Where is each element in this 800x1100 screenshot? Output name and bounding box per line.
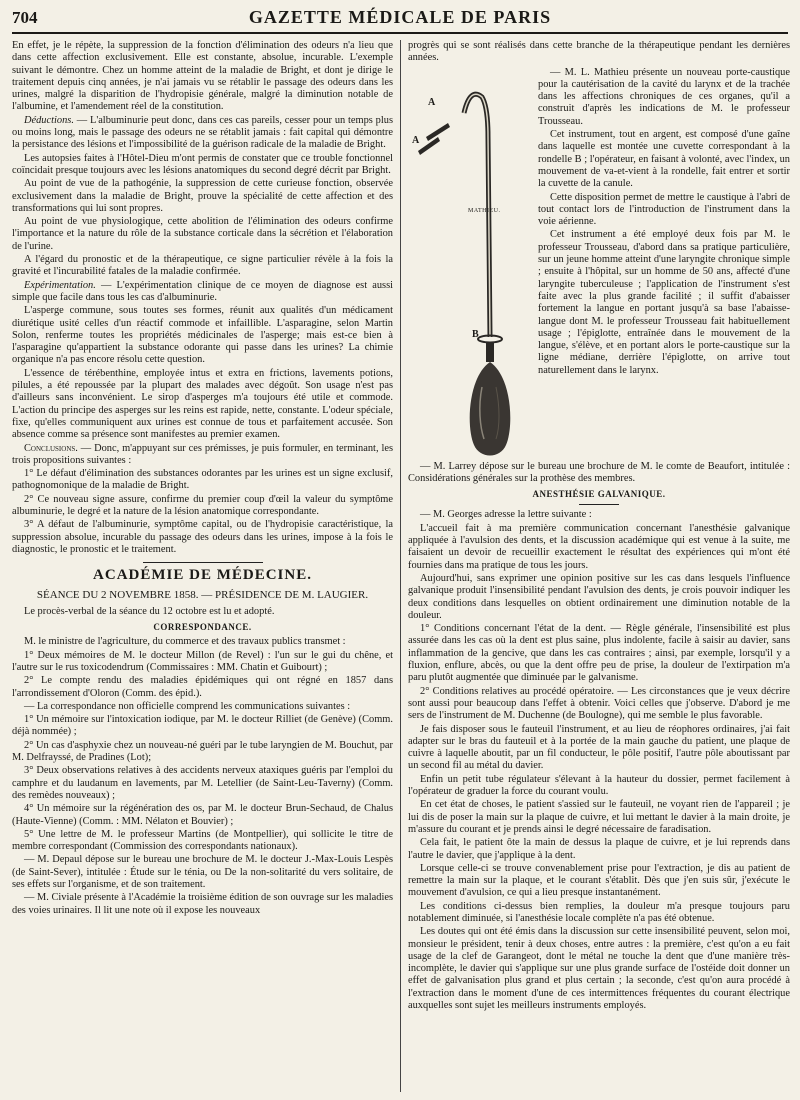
paragraph: 1° Conditions concernant l'état de la dent. — Règle générale, l'insensibilité est plus assurée dans les cas où la dent est plus saine, plus indolente, facile à saisir au davier, sans inflammation de la gencive, que dans les cas contraires ; ainsi, par exemple, lorsqu'il y a fluxion, enflure, abcès, ou que la dent offre peu de prise, la douleur de l'extirpation m'a paru plutôt augmentée que diminuée par le galvanisme. <box>408 623 790 684</box>
paragraph: 5° Une lettre de M. le professeur Martins (de Montpellier), qui sollicite le titre de membre correspondant (Commission des correspondants nationaux). <box>12 828 393 853</box>
paragraph: M. le ministre de l'agriculture, du commerce et des travaux publics transmet : <box>24 636 346 648</box>
paragraph-text: — L'expérimentation clinique de ce moyen de diagnose est aussi simple que facile dans tous les cas d'albuminurie. <box>12 279 393 303</box>
paragraph-deductions <box>12 115 393 152</box>
paragraph: 3° A défaut de l'albuminurie, symptôme capital, ou de l'hydropisie caractéristique, la suppression absolue, incurable du passage des odeurs dans les urines, impose à la fois le diagnostic, le pronostic et le traitement. <box>12 519 393 555</box>
paragraph: — La correspondance non officielle comprend les communications suivantes : <box>24 700 351 712</box>
paragraph: Cette disposition permet de mettre le caustique à l'abri de tout contact lors de l'introduction de l'instrument dans la voie aérienne. <box>538 191 790 228</box>
figure-wrap-text <box>538 67 790 378</box>
section-title: ACADÉMIE DE MÉDECINE. <box>93 567 312 584</box>
paragraph: L'asperge commune, sous toutes ses formes, réunit aux qualités d'un médicament diurétique usité celles d'un réactif commode et infaillible. L'asparagine, selon Martin Solon, renferme toutes les propriétés médicinales de l'asperge; mais est-ce bien à l'asparagine qu'appartient la substance odorante qui passe dans les urines? La chimie organique n'a pas encore résolu cette question. <box>12 305 393 366</box>
paragraph: — M. Georges adresse la lettre suivante : <box>420 509 592 521</box>
paragraph: En cet état de choses, le patient s'assied sur le fauteuil, ne voyant rien de l'appareil ; je lui dis de poser la main sur la plaque de cuivre, et lui mettant le davier à la main droite, je m'assure du courant et je prends ainsi le degré nécessaire de faradisation. <box>408 799 790 835</box>
instrument-figure <box>408 67 790 457</box>
paragraph: Au point de vue physiologique, cette abolition de l'élimination des odeurs confirme l'importance et la nature du rôle de la substance corticale dans la sécrétion et l'élaboration de l'urine. <box>12 216 393 252</box>
paragraph: A l'égard du pronostic et de la thérapeutique, ce signe particulier révèle à la fois la gravité et l'incurabilité fatales de la maladie confirmée. <box>12 254 393 278</box>
figure-caption: MATHIEU. <box>468 207 501 214</box>
short-divider <box>579 504 619 505</box>
paragraph: Au point de vue de la pathogénie, la suppression de cette curieuse fonction, observée exclusivement dans la maladie de Bright, prouve la spécialité de cette affection et des transformations qui lui sont propres. <box>12 178 393 214</box>
run-in-heading: Expérimentation. <box>24 279 96 291</box>
paragraph: — M. L. Mathieu présente un nouveau porte-caustique pour la cautérisation de la cavité du larynx et de la trachée dans les affections chroniques de ces organes, qu'il a construit d'après les indications de M. le professeur Trousseau. <box>538 66 790 127</box>
paragraph: 1° Le défaut d'élimination des substances odorantes par les urines est un signe exclusif, pathognomonique de la maladie de Bright. <box>12 468 393 492</box>
paragraph-experimentation <box>12 280 393 305</box>
paragraph: 3° Deux observations relatives à des accidents nerveux ataxiques guéris par l'emploi du camphre et du laudanum en lavements, par M. Letellier (de Saint-Leu-Taverny) (Comm. des remèdes nouveaux) ; <box>12 765 393 801</box>
paragraph: 2° Conditions relatives au procédé opératoire. — Les circonstances que je veux décrire sont aussi pour beaucoup dans l'effet à obtenir. Voici celles que j'observe. D'abord je me sers de l'instrument de M. Duchenne (de Boulogne), qui me semble le plus favorable. <box>408 685 790 722</box>
paragraph-text: — Donc, m'appuyant sur ces prémisses, je puis formuler, en terminant, les trois propositions suivantes : <box>12 442 393 466</box>
paragraph: Les doutes qui ont été émis dans la discussion sur cette insensibilité peuvent, selon moi, monsieur le président, tenir à deux choses, entre autres : la première, c'est qu'on a eu fait usage de la clef de Garangeot, dont le métal ne touche la dent que d'une manière très-incomplète, le davier qui s'applique sur une plus grande surface de l'ostéide doit donner un effet de galvanisation plus grand et plus certain ; la seconde, c'est qu'on aura procédé à l'extraction dans le moment d'une de ces intermittences fréquentes du courant électrique auxquelles sont sujet les meilleurs instruments employés. <box>408 926 790 1012</box>
subheading: ANESTHÉSIE GALVANIQUE. <box>532 489 666 500</box>
paragraph: progrès qui se sont réalisés dans cette branche de la thérapeutique pendant les dernières années. <box>408 40 790 64</box>
paragraph: Enfin un petit tube régulateur s'élevant à la hauteur du dossier, permet facilement à l'opérateur de graduer la force du courant voulu. <box>408 773 790 798</box>
paragraph-conclusions <box>12 443 393 468</box>
paragraph: Aujourd'hui, sans exprimer une opinion positive sur les cas dans lesquels l'influence galvanique produit l'insensibilité pendant l'avulsion des dents, je crois pouvoir indiquer les deux conditions dans lesquelles on obtient ordinairement une diminution notable de la douleur. <box>408 572 790 621</box>
paragraph: Je fais disposer sous le fauteuil l'instrument, et au lieu de réophores ordinaires, j'ai fait adapter sur le bras du fauteuil et à la portée de la main gauche du patient, une plaque de cuivre à laquelle aboutit, par un fil conducteur, le pôle positif, l'autre pôle aboutissant par un second fil au métal du davier. <box>408 723 790 772</box>
paragraph: 2° Un cas d'asphyxie chez un nouveau-né guéri par le tube laryngien de M. Bouchut, par M. Delfrayssé, de Pradines (Lot); <box>12 739 393 764</box>
paragraph: 2° Ce nouveau signe assure, confirme du premier coup d'œil la valeur du symptôme albuminurie, le degré et la nature de la lésion anatomique correspondante. <box>12 493 393 517</box>
section-divider <box>143 562 263 563</box>
paragraph: Les conditions ci-dessus bien remplies, la douleur m'a presque toujours paru notablement diminuée, si l'anesthésie locale complète n'a pas été obtenue. <box>408 900 790 924</box>
paragraph: 1° Deux mémoires de M. le docteur Millon (de Revel) : l'un sur le gui du chêne, et l'autre sur le rus toxicodendrum (Commissaires : MM. Chatin et Guibourt) ; <box>12 649 393 673</box>
paragraph: Cet instrument a été employé deux fois par M. le professeur Trousseau, d'abord dans sa pratique particulière, sur un jeune homme atteint d'une laryngite chronique simple ; ensuite à l'hôpital, sur un homme de 50 ans, affecté d'une laryngite tuberculeuse ; l'application de l'instrument s'est faite avec la plus grande facilité ; il suffit d'abaisser fortement la langue en portant jusqu'à sa base l'abaisse-langue dont M. le professeur Trousseau fait habituellement usage ; l'épiglotte, entraînée dans le mouvement de la langue, s'élève, et en portant alors le porte-caustique sur la ligne médiane, derrière l'épiglotte, on arrive tout naturellement dans le larynx. <box>538 229 790 376</box>
paragraph: L'essence de térébenthine, employée intus et extra en frictions, lavements potions, pilules, a été repoussée par la plupart des malades avec dégoût. Son usage n'est pas d'ailleurs sans inconvénient. Le sirop d'asperges m'a toujours été utile et commode. L'action du principe des asperges sur les reins est rapide, nette, constante. L'odeur spéciale, fixe, qu'elles communiquent aux urines est connue de tous et parfaitement accusée. Son absence comme sa présence sont manifestes au premier examen. <box>12 367 393 441</box>
handle-neck <box>486 342 494 362</box>
paragraph: Les autopsies faites à l'Hôtel-Dieu m'ont permis de constater que ce trouble fonctionnel coïncidait presque toujours avec les lésions anatomiques du second degré décrit par Bright. <box>12 152 393 176</box>
figure-label-a2: A <box>412 134 420 146</box>
handle-bulb <box>470 362 511 456</box>
paragraph: 2° Le compte rendu des maladies épidémiques qui ont régné en 1857 dans l'arrondissement d'Oloron (Comm. des épid.). <box>12 675 393 699</box>
paragraph: Cela fait, le patient ôte la main de dessus la plaque de cuivre, et je lui reprends dans l'autre le davier, que j'applique à la dent. <box>408 837 790 861</box>
run-in-heading: Déductions. <box>24 114 74 126</box>
figure-label-a1: A <box>428 96 436 108</box>
paragraph: 1° Un mémoire sur l'intoxication iodique, par M. le docteur Rilliet (de Genève) (Comm. déjà nommée) ; <box>12 714 393 738</box>
paragraph: L'accueil fait à ma première communication concernant l'anesthésie galvanique appliquée à l'avulsion des dents, et la discussion académique qui est venue à la suite, me faisaient un devoir de recueillir exactement le résultat des expériences qui m'ont été fournies dans ma pratique de tous les jours. <box>408 522 790 571</box>
paragraph-text: — L'albuminurie peut donc, dans ces cas pareils, cesser pour un temps plus ou moins long, mais le passage des odeurs ne se rétablit jamais : fait capital qui démontre la persistance des lésions et l'impossibilité de la guérison radicale de la maladie de Bright. <box>12 114 393 151</box>
figure-label-b: B <box>472 328 479 340</box>
paragraph: 4° Un mémoire sur la régénération des os, par M. le docteur Brun-Sechaud, de Chalus (Haute-Vienne) (Comm. : MM. Nélaton et Bouvier) ; <box>12 803 393 827</box>
page-number: 704 <box>12 8 38 27</box>
paragraph: Le procès-verbal de la séance du 12 octobre est lu et adopté. <box>24 605 275 617</box>
left-column <box>12 40 393 1092</box>
paragraph: — M. Civiale présente à l'Académie la troisième édition de son ouvrage sur les maladies des voies urinaires. Il lit une note où il expose les nouveaux <box>12 892 393 916</box>
porte-caustique-illustration <box>408 67 538 457</box>
paragraph: Cet instrument, tout en argent, est composé d'une gaîne dans laquelle est montée une cuvette correspondant à la rondelle B ; l'opérateur, en faisant à volonté, avec l'index, un mouvement de va-et-vient à la rondelle, fait entrer et sortir la cuvette de la canule. <box>538 129 790 190</box>
paragraph: — M. Depaul dépose sur le bureau une brochure de M. le docteur J.-Max-Louis Lespès (de Saint-Sever), intitulée : Étude sur le ténia, ou De la non-solitarité du vers solitaire, de ses effets sur l'organisme, et de son traitement. <box>12 854 393 890</box>
right-column <box>408 40 790 1092</box>
run-in-heading: Conclusions. <box>24 442 78 454</box>
column-divider <box>400 40 401 1092</box>
paragraph: En effet, je le répète, la suppression de la fonction d'élimination des odeurs n'a lieu que dans cette affection exclusivement. Elle est constante, absolue, incurable. L'exemple suivant le démontre. Chez un homme atteint de la maladie de Bright, et dont je dirige le traitement depuis cinq années, je n'ai jamais vu se rétablir le passage des odeurs dans les urines, malgré la disparition de l'hydropisie générale, malgré la diminution notable de l'albumine, et l'amendement réel de la constitution. <box>12 40 393 113</box>
subheading: CORRESPONDANCE. <box>153 622 252 633</box>
session-line: SÉANCE DU 2 NOVEMBRE 1858. — PRÉSIDENCE DE M. LAUGIER. <box>36 589 369 602</box>
journal-title: GAZETTE MÉDICALE DE PARIS <box>248 7 552 27</box>
page-header <box>12 6 788 34</box>
paragraph: — M. Larrey dépose sur le bureau une brochure de M. le comte de Beaufort, intitulée : Considérations générales sur la prothèse des membres. <box>408 460 790 484</box>
paragraph: Lorsque celle-ci se trouve convenablement prise pour l'extraction, je dis au patient de remettre la main sur la plaque, et le courant s'établit. Dès que j'en suis sûr, j'exécute le mouvement d'avulsion, ce qui a lieu presque instantanément. <box>408 862 790 899</box>
